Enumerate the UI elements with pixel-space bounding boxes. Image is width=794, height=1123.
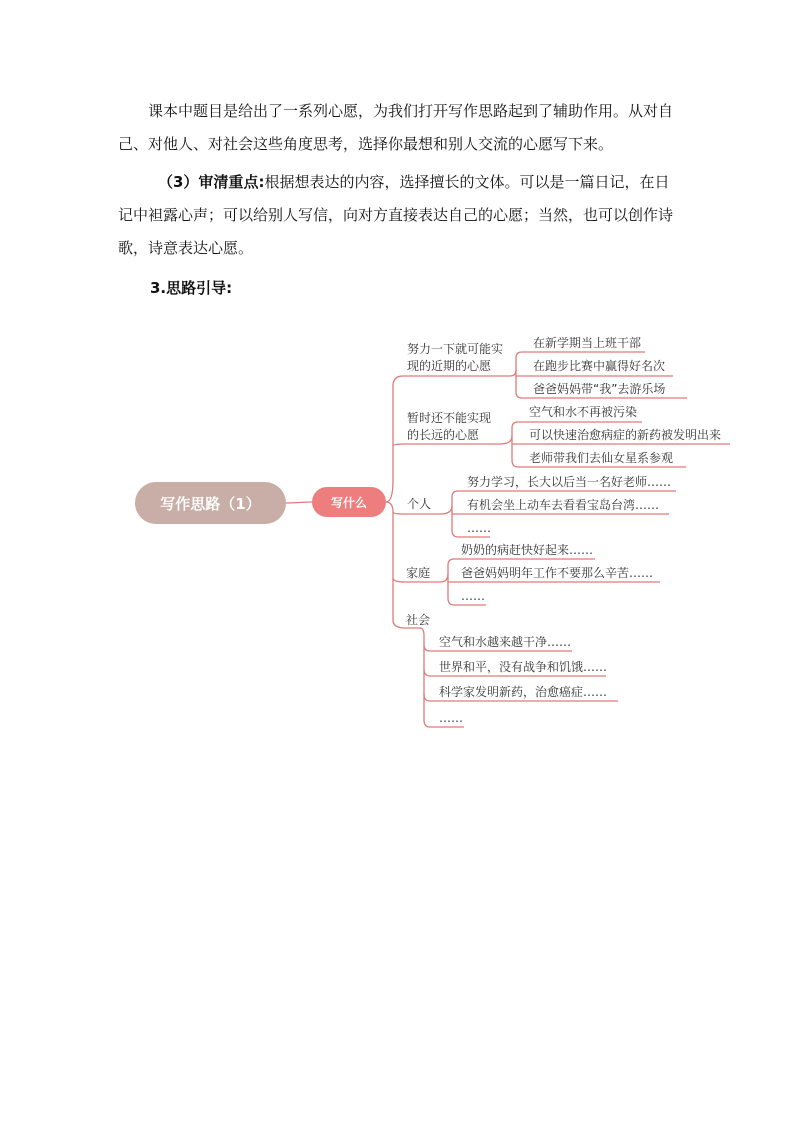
long-item-3: 老师带我们去仙女星系参观 [529,451,674,465]
branch-near-term-line1: 努力一下就可能实 [407,342,504,356]
branch-society: 社会 [406,613,431,627]
focus-paragraph [118,166,678,265]
branch-family: 家庭 [406,566,431,580]
long-item-1: 空气和水不再被污染 [529,405,638,419]
family-item-2: 爸爸妈妈明年工作不要那么辛苦…… [461,566,654,580]
branch-long-term-line2: 的长远的心愿 [407,428,480,442]
section-heading: 3.思路引导: [150,279,233,297]
focus-lead: （3）审清重点: [158,173,265,191]
personal-item-1: 努力学习，长大以后当一名好老师…… [467,475,672,489]
mindmap-main-node: 写什么 [312,487,386,517]
society-item-3: 科学家发明新药，治愈癌症…… [439,685,608,699]
society-item-4: …… [439,711,463,725]
mindmap-root-node: 写作思路（1） [135,482,286,524]
connector-long-term [393,444,500,446]
near-item-2: 在跑步比赛中赢得好名次 [533,359,666,373]
society-item-2: 世界和平，没有战争和饥饿…… [439,660,608,674]
family-item-1: 奶奶的病赶快好起来…… [461,543,594,557]
personal-item-2: 有机会坐上动车去看看宝岛台湾…… [467,498,660,512]
branch-long-term-line1: 暂时还不能实现 [407,411,492,425]
mindmap-lines [0,320,794,750]
long-item-2: 可以快速治愈病症的新药被发明出来 [529,428,722,442]
near-item-1: 在新学期当上班干部 [533,336,642,350]
society-item-1: 空气和水越来越干净…… [439,635,572,649]
root-to-main-connector [286,502,312,503]
intro-paragraph: 课本中题目是给出了一系列心愿，为我们打开写作思路起到了辅助作用。从对自己、对他人、对社会这些角度思考，选择你最想和别人交流的心愿写下来。 [118,102,674,153]
personal-item-3: …… [467,521,491,535]
branch-near-term-line2: 现的近期的心愿 [407,359,492,373]
focus-body: 根据想表达的内容，选择擅长的文体。可以是一篇日记，在日记中袒露心声；可以给别人写信，向对方直接表达自己的心愿；当然，也可以创作诗歌，诗意表达心愿。 [118,173,674,257]
branch-personal: 个人 [407,497,432,511]
near-item-3: 爸爸妈妈带“我”去游乐场 [533,382,666,396]
family-item-3: …… [461,589,485,603]
